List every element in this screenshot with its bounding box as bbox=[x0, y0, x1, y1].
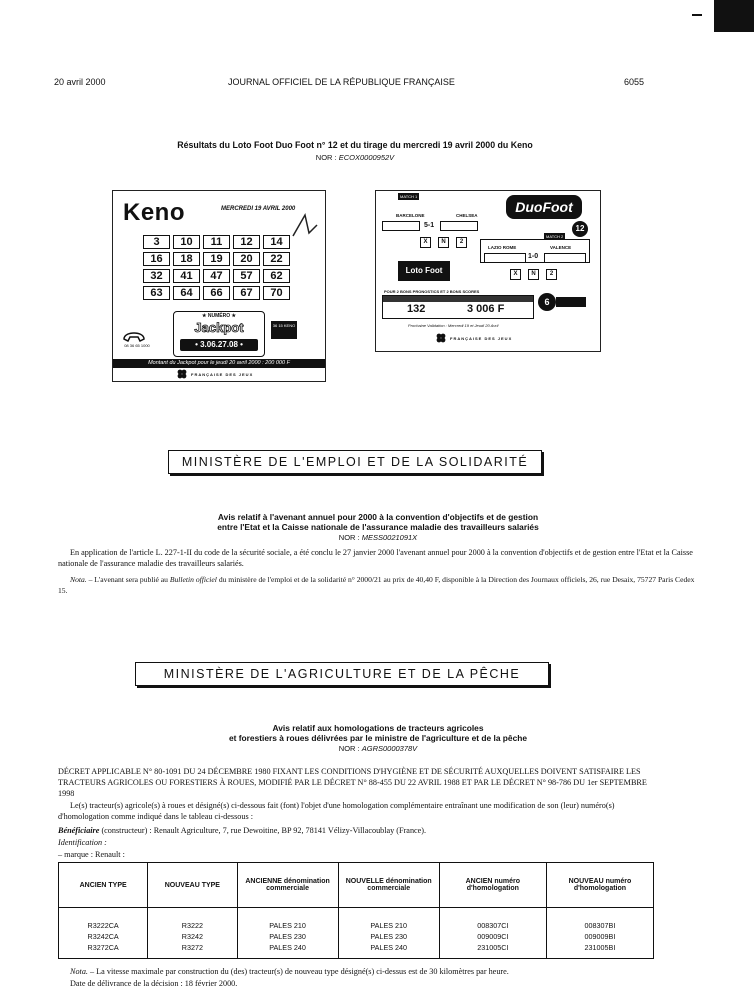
table-cell: R3272CA bbox=[59, 942, 148, 959]
homologation-table bbox=[58, 862, 654, 959]
table-cell: PALES 240 bbox=[338, 942, 439, 959]
match-1-mark: X bbox=[420, 237, 431, 248]
six-badge: 6 bbox=[538, 293, 556, 311]
duofoot-number-badge: 12 bbox=[572, 221, 588, 237]
avis-emploi-title-1: Avis relatif à l'avenant annuel pour 2000 à la convention d'objectifs et de gestion bbox=[217, 512, 539, 522]
keno-number: 62 bbox=[263, 269, 290, 283]
keno-number: 10 bbox=[173, 235, 200, 249]
keno-number: 14 bbox=[263, 235, 290, 249]
match-2-mark: X bbox=[510, 269, 521, 280]
keno-number: 16 bbox=[143, 252, 170, 266]
fdj-label: FRANÇAISE DES JEUX bbox=[450, 336, 513, 341]
agri-beneficiaire bbox=[58, 825, 426, 836]
table-cell: R3272 bbox=[148, 942, 237, 959]
table-cell: R3222 bbox=[148, 920, 237, 931]
table-cell: 008307BI bbox=[546, 920, 653, 931]
match-1-mark: 2 bbox=[456, 237, 467, 248]
nota-text-2: du ministère de l'emploi et de la solidarité n° 2000/21 au prix de 40,40 F, disponible à la Direction des Journaux officiels, 26, rue Desaix, 75727 Paris Cedex 15. bbox=[58, 575, 695, 595]
keno-number: 3 bbox=[143, 235, 170, 249]
keno-number: 67 bbox=[233, 286, 260, 300]
column-header: NOUVEAU TYPE bbox=[148, 863, 237, 908]
header-journal-title: JOURNAL OFFICIEL DE LA RÉPUBLIQUE FRANÇAISE bbox=[228, 77, 455, 87]
avis-agri-title-1: Avis relatif aux homologations de tracteurs agricoles bbox=[272, 723, 484, 733]
loto-foot-logo: Loto Foot bbox=[398, 261, 450, 281]
six-badge-label bbox=[556, 297, 586, 307]
nor-code: MESS0021091X bbox=[361, 533, 418, 542]
header-page-number: 6055 bbox=[624, 77, 645, 87]
nota-label: Nota. – bbox=[70, 967, 95, 976]
column-header: ANCIEN numéro d'homologation bbox=[439, 863, 546, 908]
loto-nor-line bbox=[90, 153, 620, 162]
column-header: ANCIEN TYPE bbox=[59, 863, 148, 908]
nota-text-1: L'avenant sera publié au bbox=[94, 575, 168, 584]
agri-paragraph: Le(s) tracteur(s) agricole(s) à roues et désigné(s) ci-dessous fait (font) l'objet d'une homologation complémentaire entraînant une modification de son (leur) numéro(s) d'homologation comme indiqué dans le tableau ci-dessous : bbox=[58, 801, 615, 821]
match-2-away-team: VALENCE bbox=[550, 245, 572, 250]
table-cell: PALES 230 bbox=[338, 931, 439, 942]
table-row bbox=[59, 931, 654, 942]
prize-caption: POUR 2 BONS PRONOSTICS ET 2 BONS SCORES bbox=[384, 289, 480, 294]
keno-number: 11 bbox=[203, 235, 230, 249]
nor-label: NOR : bbox=[338, 533, 360, 542]
nota-bulletin: Bulletin officiel bbox=[169, 575, 217, 584]
emploi-nota bbox=[58, 574, 698, 596]
loto-section-title: Résultats du Loto Foot Duo Foot n° 12 et du tirage du mercredi 19 avril 2000 du Keno bbox=[177, 140, 533, 150]
table-header-row bbox=[59, 863, 654, 908]
ministry-emploi-heading: MINISTÈRE DE L'EMPLOI ET DE LA SOLIDARITÉ bbox=[168, 450, 542, 474]
table-row bbox=[59, 920, 654, 931]
table-row bbox=[59, 942, 654, 959]
table-cell: PALES 230 bbox=[237, 931, 338, 942]
keno-number: 19 bbox=[203, 252, 230, 266]
minitel-code: 36 15 KENO bbox=[271, 321, 297, 339]
table-cell: 231005CI bbox=[439, 942, 546, 959]
match-1-tag: MATCH 1 bbox=[400, 194, 418, 199]
table-cell: 008307CI bbox=[439, 920, 546, 931]
duofoot-results-panel bbox=[375, 190, 601, 352]
keno-number: 32 bbox=[143, 269, 170, 283]
header-date: 20 avril 2000 bbox=[54, 77, 106, 87]
agri-nor-line bbox=[58, 744, 698, 753]
keno-draw-date: MERCREDI 19 AVRIL 2000 bbox=[221, 206, 296, 212]
table-cell: 231005BI bbox=[546, 942, 653, 959]
table-cell: R3242 bbox=[148, 931, 237, 942]
match-1-home-team: BARCELONE bbox=[396, 213, 425, 218]
agri-decret: DÉCRET APPLICABLE N° 80-1091 DU 24 DÉCEMBRE 1980 FIXANT LES CONDITIONS D'HYGIÈNE ET DE SÉCURITÉ AUXQUELLES DOIVENT SATISFAIRE LES TRACTEURS AGRICOLES OU FORESTIERS À ROUES, MODIFIÉ PAR LE DÉCRET N° 88-455 DU 22 AVRIL 1988 ET PAR LE DÉCRET N° 98-786 DU 1er SEPTEMBRE 1998 bbox=[58, 767, 647, 798]
jackpot-amount-banner: Montant du Jackpot pour le jeudi 20 avril 2000 : 200 000 F bbox=[113, 359, 325, 368]
nota-text: La vitesse maximale par construction du (des) tracteur(s) de nouveau type désigné(s) ci-dessus est de 30 kilomètres par heure. bbox=[96, 967, 509, 976]
agri-date-line: Date de délivrance de la décision : 18 février 2000. bbox=[70, 979, 238, 988]
keno-number: 12 bbox=[233, 235, 260, 249]
jackpot-number-label: ★ NUMÉRO ★ bbox=[202, 313, 236, 319]
table-cell: 009009CI bbox=[439, 931, 546, 942]
jackpot-logo: Jackpot bbox=[194, 320, 244, 335]
table-cell: R3222CA bbox=[59, 920, 148, 931]
winners-count: 132 bbox=[407, 303, 426, 315]
column-header: ANCIENNE dénomination commerciale bbox=[237, 863, 338, 908]
ministry-agriculture-heading: MINISTÈRE DE L'AGRICULTURE ET DE LA PÊCHE bbox=[135, 662, 549, 686]
agri-marque: – marque : Renault : bbox=[58, 850, 125, 859]
match-1-away-boxes bbox=[440, 221, 478, 231]
next-validation-note: Prochaine Validation : Mercredi 19 et Jeudi 20 Avril bbox=[408, 323, 499, 328]
keno-results-panel bbox=[112, 190, 326, 382]
prize-amount: 3 006 F bbox=[467, 303, 505, 315]
keno-number: 20 bbox=[233, 252, 260, 266]
agri-nota bbox=[58, 966, 658, 977]
margin-dash bbox=[692, 14, 702, 16]
nor-code: ECOX0000952V bbox=[338, 153, 395, 162]
nor-label: NOR : bbox=[338, 744, 360, 753]
keno-number: 70 bbox=[263, 286, 290, 300]
jackpot-number: • 3.06.27.08 • bbox=[180, 339, 258, 351]
table-cell: PALES 210 bbox=[237, 920, 338, 931]
match-1-away-team: CHELSEA bbox=[456, 213, 478, 218]
match-1-home-boxes bbox=[382, 221, 420, 231]
match-2-mark: 2 bbox=[546, 269, 557, 280]
avis-emploi-title-2: entre l'Etat et la Caisse nationale de l'assurance maladie des travailleurs salariés bbox=[217, 522, 539, 532]
avis-agri-title-2: et forestiers à roues délivrées par le ministre de l'agriculture et de la pêche bbox=[228, 733, 528, 743]
keno-number: 22 bbox=[263, 252, 290, 266]
table-spacer-row bbox=[59, 908, 654, 921]
keno-number: 47 bbox=[203, 269, 230, 283]
keno-phone-number: 08 36 65 1000 bbox=[124, 343, 150, 348]
prize-header-bar bbox=[383, 296, 533, 302]
clover-icon bbox=[436, 333, 446, 343]
match-2-tag: MATCH 2 bbox=[546, 234, 564, 239]
fdj-label: FRANÇAISE DES JEUX bbox=[191, 372, 254, 377]
table-cell: PALES 210 bbox=[338, 920, 439, 931]
nor-code: AGRS0000378V bbox=[361, 744, 418, 753]
emploi-paragraph: En application de l'article L. 227-1-II du code de la sécurité sociale, a été conclu le 27 janvier 2000 l'avenant annuel pour 2000 à la convention d'objectifs et de gestion entre l'Etat et la Caisse nationale de l'assurance maladie des travailleurs salariés. bbox=[58, 548, 693, 568]
match-2-away-boxes bbox=[544, 253, 586, 263]
beneficiaire-text: (constructeur) : Renault Agriculture, 7, rue Dewoitine, BP 92, 78141 Vélizy-Villacoublay (France). bbox=[101, 826, 427, 835]
keno-number: 57 bbox=[233, 269, 260, 283]
match-1-mark: N bbox=[438, 237, 449, 248]
keno-number: 64 bbox=[173, 286, 200, 300]
beneficiaire-label: Bénéficiaire bbox=[58, 826, 100, 835]
table-cell: R3242CA bbox=[59, 931, 148, 942]
table-cell: PALES 240 bbox=[237, 942, 338, 959]
match-2-home-boxes bbox=[484, 253, 526, 263]
keno-number: 41 bbox=[173, 269, 200, 283]
match-2-home-team: LAZIO ROME bbox=[488, 245, 517, 250]
agri-identification: Identification : bbox=[58, 838, 107, 847]
keno-number: 63 bbox=[143, 286, 170, 300]
keno-number-grid bbox=[143, 235, 290, 300]
nor-label: NOR : bbox=[315, 153, 337, 162]
keno-number: 18 bbox=[173, 252, 200, 266]
match-2-mark: N bbox=[528, 269, 539, 280]
clover-icon bbox=[177, 369, 187, 379]
keno-logo: Keno bbox=[123, 199, 185, 226]
nota-label: Nota. – bbox=[70, 575, 93, 584]
prize-box bbox=[382, 295, 534, 319]
match-1-score: 5-1 bbox=[424, 222, 435, 229]
column-header: NOUVELLE dénomination commerciale bbox=[338, 863, 439, 908]
column-header: NOUVEAU numéro d'homologation bbox=[546, 863, 653, 908]
duofoot-logo: DuoFoot bbox=[506, 195, 582, 219]
page-corner-mark bbox=[714, 0, 754, 32]
match-2-score: 1-0 bbox=[528, 253, 539, 260]
table-cell: 009009BI bbox=[546, 931, 653, 942]
emploi-nor-line bbox=[58, 533, 698, 542]
keno-number: 66 bbox=[203, 286, 230, 300]
jackpot-box bbox=[173, 311, 265, 357]
